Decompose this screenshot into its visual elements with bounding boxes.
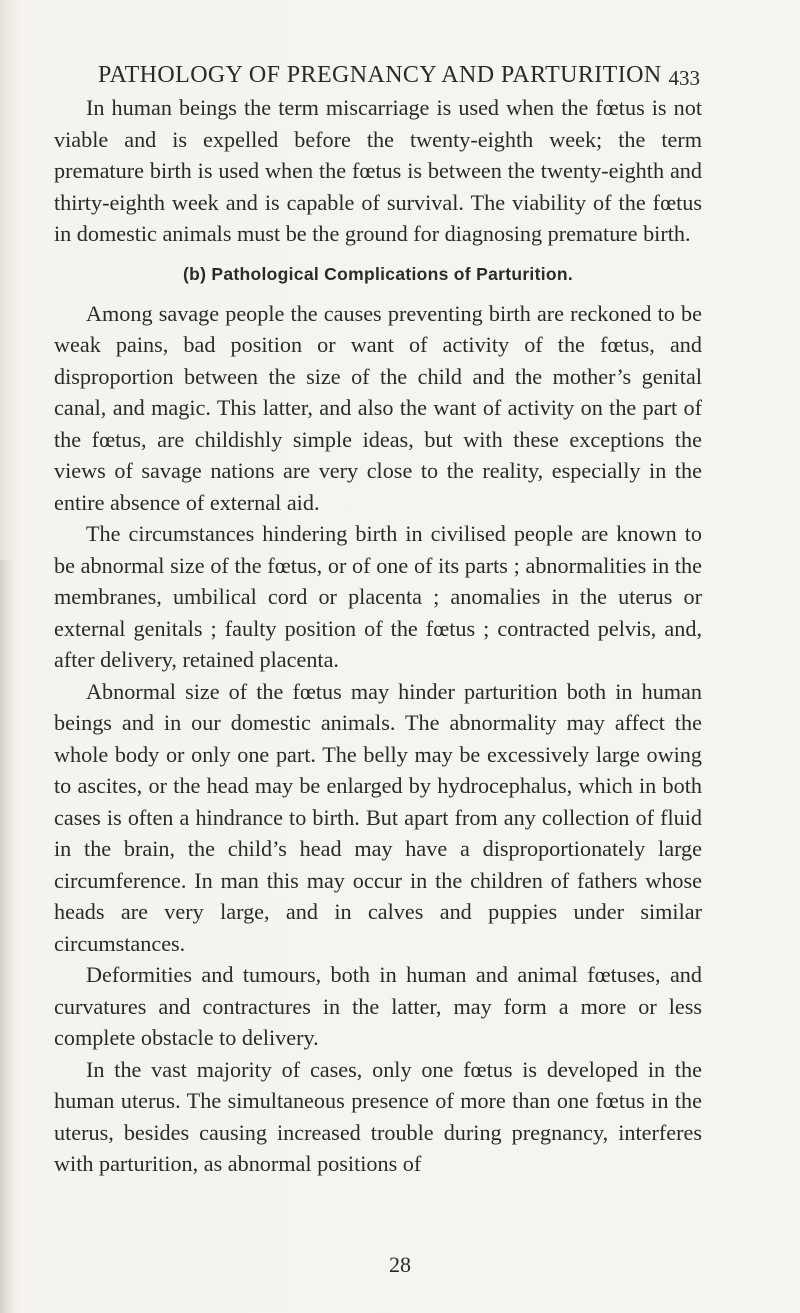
paragraph: Deformities and tumours, both in human and animal fœtuses, and curvatures and contractures in the latter, may form a more or less complete obstacle to delivery. [54,962,702,1050]
running-head: PATHOLOGY OF PREGNANCY AND PARTURITION [98,62,662,88]
paragraph: The circumstances hindering birth in civilised people are known to be abnormal size of the fœtus, or of one of its parts ; abnormalities in the membranes, umbilical cord or placenta ; anomalies in the uterus or external genitals ; faulty position of the fœtus ; contracted pelvis, and, after delivery, retained placenta. [54,521,702,672]
section-heading: (b) Pathological Complications of Parturition. [182,263,574,284]
paragraph: Abnormal size of the fœtus may hinder parturition both in human beings and in our domestic animals. The abnormality may affect the whole body or only one part. The belly may be excessively large owing to ascites, or the head may be enlarged by hydrocephalus, which in both cases is often a hindrance to birth. But apart from any collection of fluid in the brain, the child’s head may have a disproportionately large circumference. In man this may occur in the children of fathers whose heads are very large, and in calves and puppies under similar circumstances. [54,678,702,956]
paragraph: In the vast majority of cases, only one fœtus is developed in the human uterus. The simultaneous presence of more than one fœtus in the uterus, besides causing increased trouble during pregnancy, interferes with parturition, as abnormal positions of [54,1056,702,1176]
paragraph: Among savage people the causes preventing birth are reckoned to be weak pains, bad position or want of activity of the fœtus, and disproportion between the size of the child and the mother’s genital canal, and magic. This latter, and also the want of activity on the part of the fœtus, are childishly simple ideas, but with these exceptions the views of savage nations are very close to the reality, especially in the entire absence of external aid. [54,300,702,515]
signature-mark: 28 [389,1252,411,1277]
page-header [98,62,700,94]
body-text [54,92,702,1180]
page-number: 433 [668,66,700,90]
paragraph: In human beings the term miscarriage is used when the fœtus is not viable and is expelled before the twenty-eighth week; the term premature birth is used when the fœtus is between the twenty-eighth and thirty-eighth week and is capable of survival. The viability of the fœtus in domestic animals must be the ground for diagnosing premature birth. [54,95,702,246]
binding-shadow [0,560,14,1313]
